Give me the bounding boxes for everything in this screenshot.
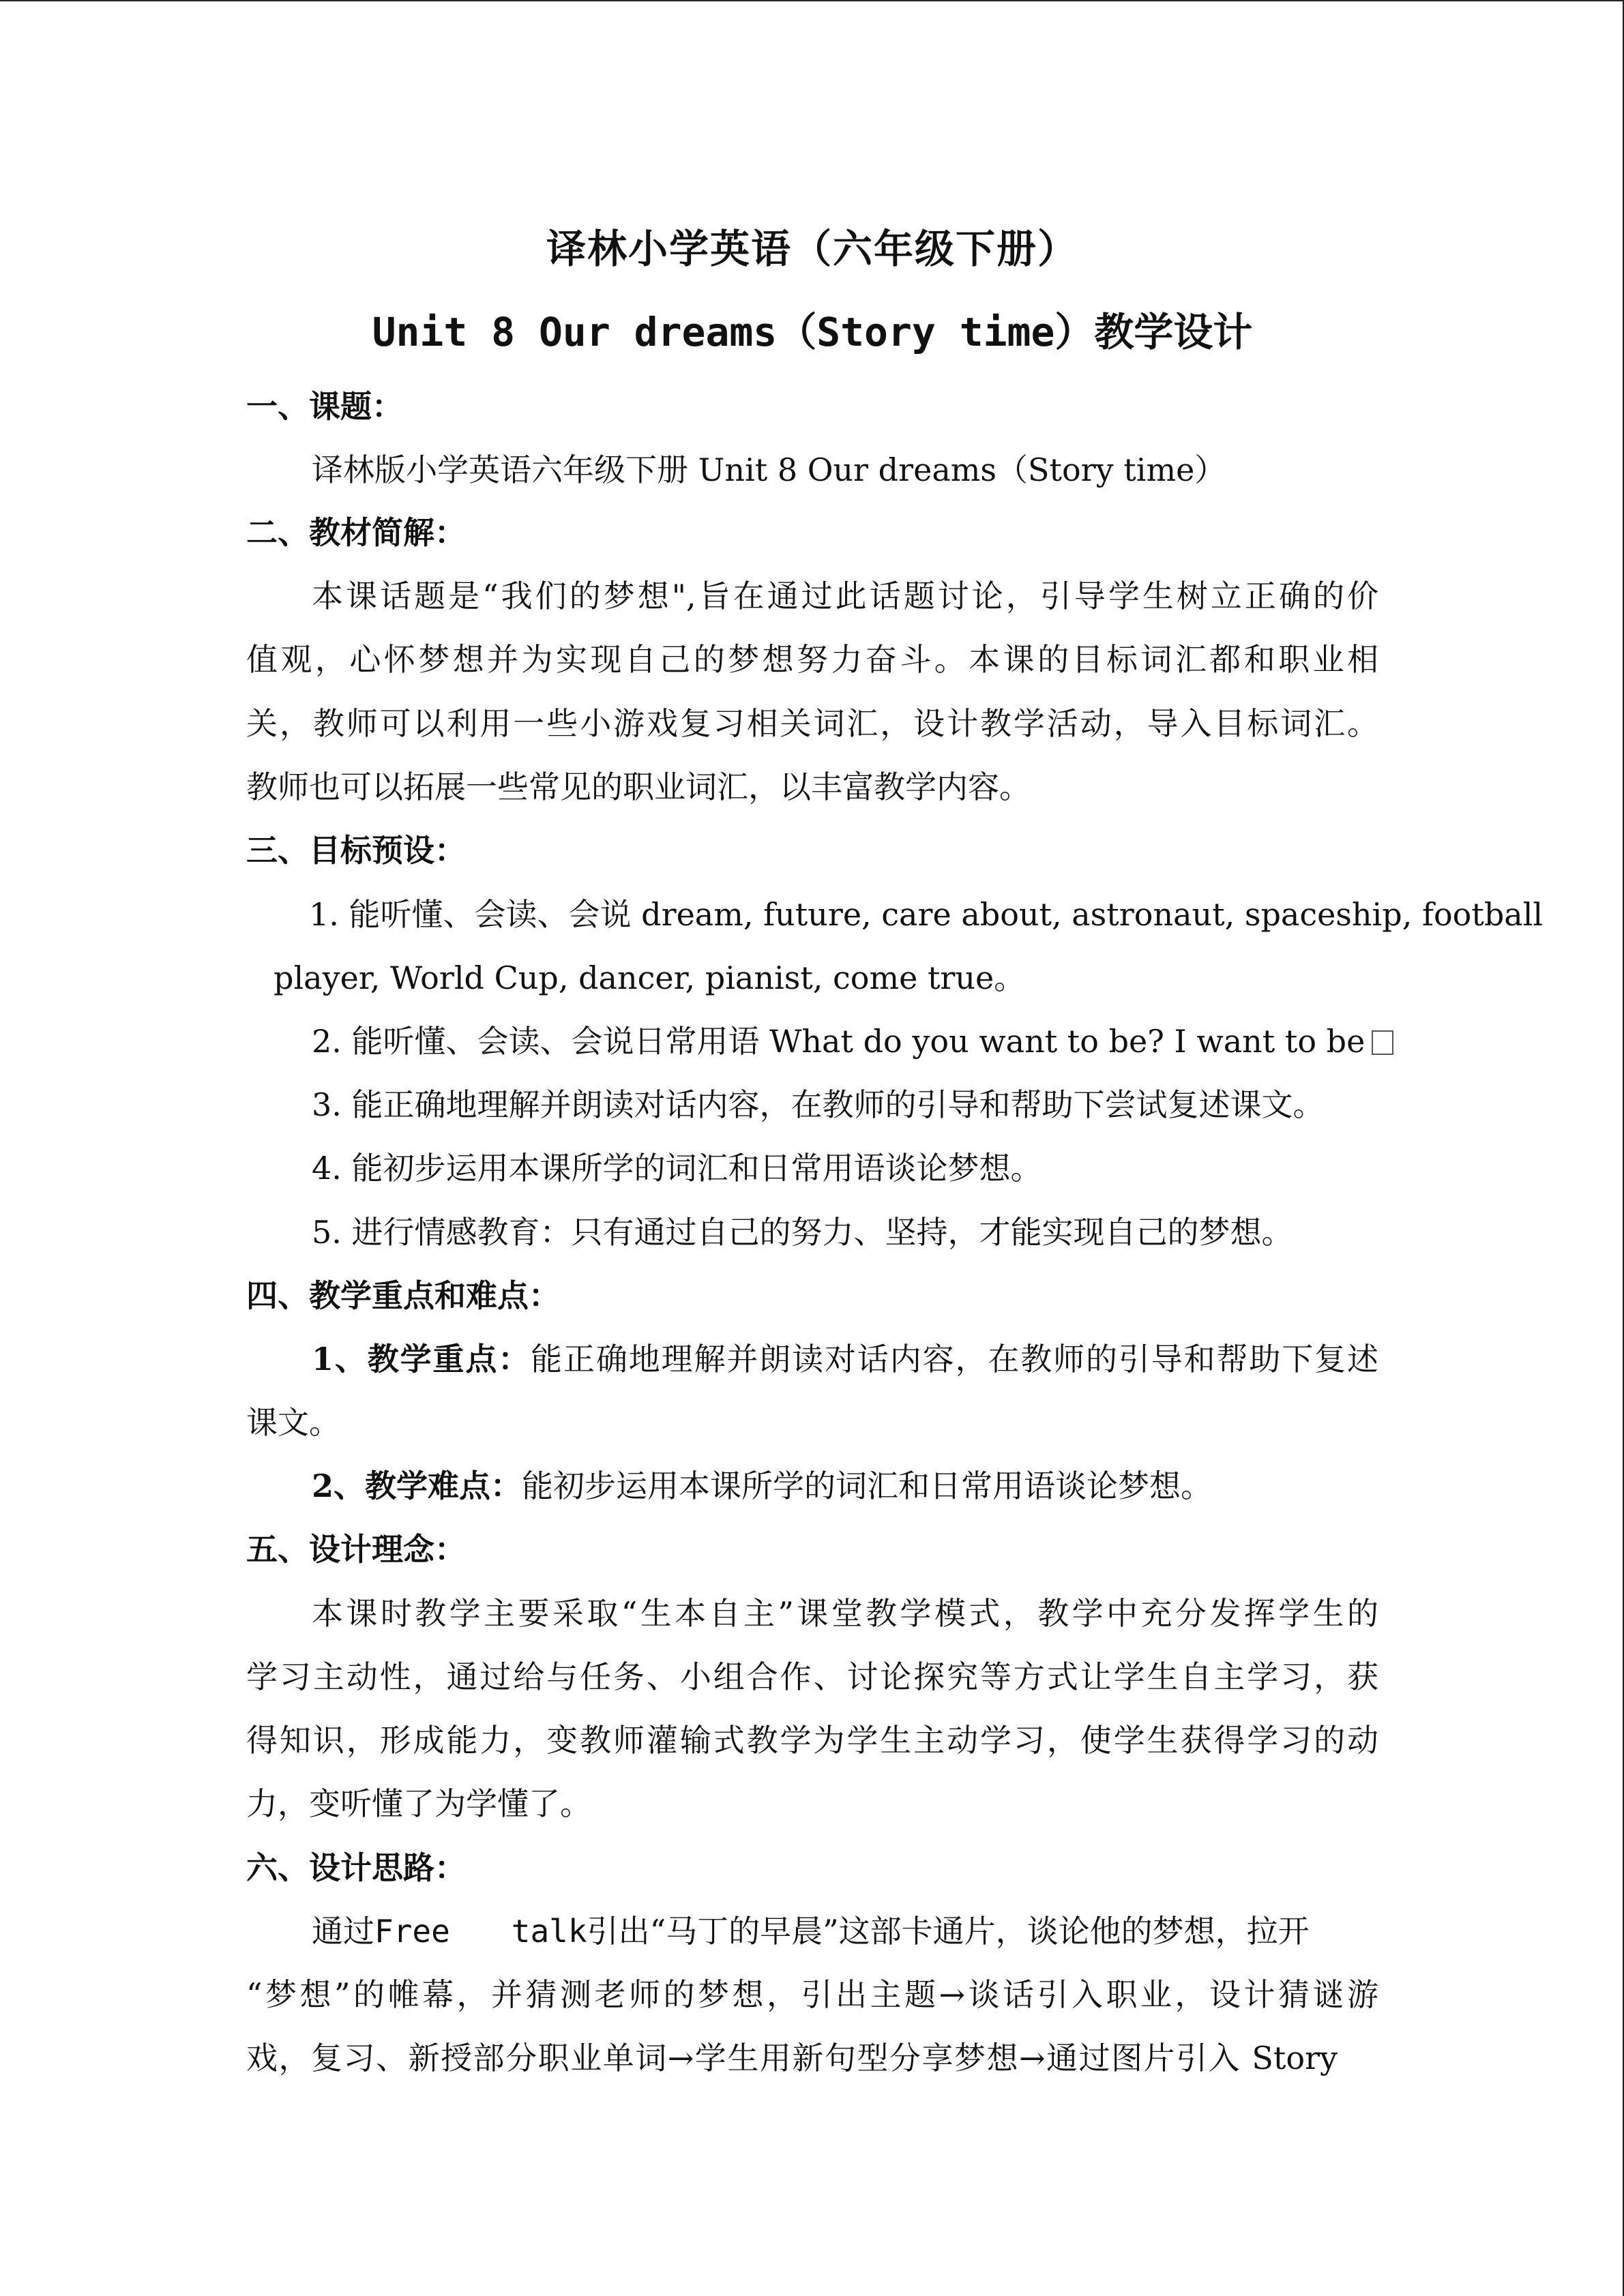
section-1-text: 译林版小学英语六年级下册 Unit 8 Our dreams（Story time）: [312, 451, 1226, 488]
section-6-line: 戏，复习、新授部分职业单词→学生用新句型分享梦想→通过图片引入 Story: [246, 2040, 1338, 2076]
subtitle-chinese: 教学设计: [1094, 309, 1253, 355]
section-5-line: 学习主动性，通过给与任务、小组合作、讨论探究等方式让学生自主学习，获: [246, 1658, 1378, 1695]
section-2-line: 值观，心怀梦想并为实现自己的梦想努力奋斗。本课的目标词汇都和职业相: [246, 641, 1378, 678]
section-2-line: 教师也可以拓展一些常见的职业词汇，以丰富教学内容。: [246, 769, 1031, 805]
free-word: Free: [374, 1913, 450, 1950]
key-point-continued: 课文。: [246, 1404, 340, 1441]
section-6-text: 通过: [312, 1913, 374, 1950]
key-point: [312, 1335, 1378, 1380]
difficult-point: [312, 1461, 1212, 1506]
objective-2-text: 2. 能听懂、会读、会说日常用语 What do you want to be? I want to be: [312, 1023, 1365, 1060]
section-5-line: 得知识，形成能力，变教师灌输式教学为学生主动学习，使学生获得学习的动: [246, 1722, 1378, 1759]
section-5-line: 本课时教学主要采取“生本自主”课堂教学模式，教学中充分发挥学生的: [312, 1595, 1378, 1632]
objective-2: [312, 1017, 1393, 1062]
document-title: 译林小学英语（六年级下册）: [546, 226, 1078, 272]
placeholder-box-icon: [1372, 1030, 1393, 1055]
section-1-heading: 一、课题：: [246, 388, 403, 425]
section-5-line: 力，变听懂了为学懂了。: [246, 1785, 591, 1822]
section-2-line: 本课话题是“我们的梦想",旨在通过此话题讨论，引导学生树立正确的价: [312, 578, 1378, 614]
section-6-text: 引出“马丁的早晨”这部卡通片，谈论他的梦想，拉开: [587, 1913, 1310, 1950]
objective-5: 5. 进行情感教育：只有通过自己的努力、坚持，才能实现自己的梦想。: [312, 1214, 1293, 1251]
objective-4: 4. 能初步运用本课所学的词汇和日常用语谈论梦想。: [312, 1150, 1042, 1187]
section-5-heading: 五、设计理念：: [246, 1531, 466, 1568]
section-2-heading: 二、教材简解：: [246, 514, 466, 551]
difficult-point-text: 能初步运用本课所学的词汇和日常用语谈论梦想。: [522, 1467, 1213, 1504]
key-point-text: 能正确地理解并朗读对话内容，在教师的引导和帮助下复述: [531, 1341, 1379, 1377]
section-3-heading: 三、目标预设：: [246, 832, 466, 869]
document-subtitle: [246, 300, 1378, 357]
objective-1-continued: player, World Cup, dancer, pianist, come true。: [274, 959, 1026, 996]
talk-word: talk: [511, 1913, 587, 1950]
section-6-heading: 六、设计思路：: [246, 1849, 466, 1886]
objective-1: 1. 能听懂、会读、会说 dream, future, care about, astronaut, spaceship, football: [309, 896, 1544, 933]
objective-3: 3. 能正确地理解并朗读对话内容，在教师的引导和帮助下尝试复述课文。: [312, 1086, 1325, 1123]
section-4-heading: 四、教学重点和难点：: [246, 1277, 560, 1314]
subtitle-english: Unit 8 Our dreams（Story time）: [372, 309, 1095, 355]
difficult-point-label: 2、教学难点：: [312, 1467, 522, 1504]
section-6-line: “梦想”的帷幕，并猜测老师的梦想，引出主题→谈话引入职业，设计猜谜游: [246, 1976, 1378, 2013]
section-2-line: 关，教师可以利用一些小游戏复习相关词汇，设计教学活动，导入目标词汇。: [246, 705, 1378, 742]
section-6-line: [312, 1907, 1310, 1952]
key-point-label: 1、教学重点：: [312, 1341, 531, 1377]
